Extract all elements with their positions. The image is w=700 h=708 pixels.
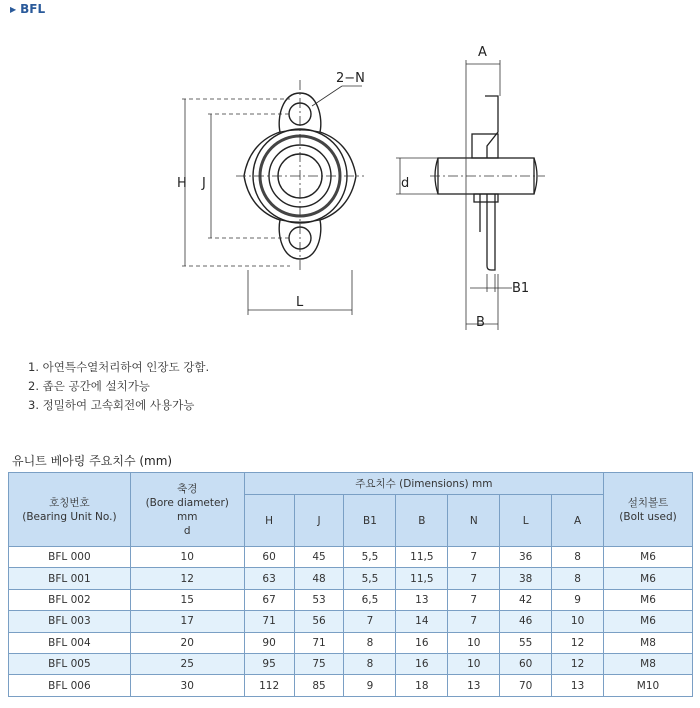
table-cell: 90	[244, 632, 294, 653]
header-l: L	[500, 495, 552, 547]
triangle-bullet-icon: ▶	[10, 5, 17, 14]
table-cell: 71	[294, 632, 344, 653]
table-cell: 10	[130, 547, 244, 568]
table-row	[9, 589, 693, 610]
table-cell: 71	[244, 611, 294, 632]
header-unit-no: 호칭번호 (Bearing Unit No.)	[9, 473, 131, 547]
table-cell: 16	[396, 632, 448, 653]
table-cell: BFL 005	[9, 653, 131, 674]
table-cell: M6	[604, 589, 693, 610]
table-cell: 30	[130, 675, 244, 696]
label-j: J	[202, 176, 206, 191]
table-row	[9, 547, 693, 568]
table-cell: 63	[244, 568, 294, 589]
note-2: 2. 좁은 공간에 설치가능	[28, 379, 150, 393]
table-cell: 112	[244, 675, 294, 696]
table-body	[9, 547, 693, 697]
header-a: A	[552, 495, 604, 547]
table-cell: 25	[130, 653, 244, 674]
table-row	[9, 611, 693, 632]
table-row	[9, 675, 693, 696]
header-bolt: 설치볼트 (Bolt used)	[604, 473, 693, 547]
table-cell: BFL 000	[9, 547, 131, 568]
table-cell: M8	[604, 632, 693, 653]
table-cell: 8	[552, 547, 604, 568]
table-cell: 12	[552, 632, 604, 653]
note-3: 3. 정밀하여 고속회전에 사용가능	[28, 398, 195, 412]
table-row	[9, 632, 693, 653]
table-cell: M10	[604, 675, 693, 696]
table-cell: 8	[552, 568, 604, 589]
table-cell: 46	[500, 611, 552, 632]
table-cell: 36	[500, 547, 552, 568]
label-l: L	[296, 295, 304, 310]
table-cell: M6	[604, 611, 693, 632]
table-cell: BFL 001	[9, 568, 131, 589]
table-cell: 7	[448, 589, 500, 610]
table-cell: 56	[294, 611, 344, 632]
table-cell: M6	[604, 568, 693, 589]
table-cell: 45	[294, 547, 344, 568]
label-a: A	[478, 45, 487, 60]
header-b: B	[396, 495, 448, 547]
table-cell: 18	[396, 675, 448, 696]
table-cell: 9	[552, 589, 604, 610]
table-cell: 16	[396, 653, 448, 674]
header-j: J	[294, 495, 344, 547]
section-title: BFL	[20, 2, 46, 16]
table-cell: 10	[552, 611, 604, 632]
table-cell: 55	[500, 632, 552, 653]
table-cell: 70	[500, 675, 552, 696]
table-cell: 8	[344, 653, 396, 674]
header-h: H	[244, 495, 294, 547]
label-d: d	[401, 176, 410, 191]
table-cell: 95	[244, 653, 294, 674]
feature-notes	[28, 358, 209, 415]
table-cell: 6,5	[344, 589, 396, 610]
table-cell: 11,5	[396, 568, 448, 589]
table-cell: 60	[244, 547, 294, 568]
table-cell: 9	[344, 675, 396, 696]
label-b1: B1	[512, 281, 530, 296]
table-cell: 5,5	[344, 568, 396, 589]
table-cell: 13	[396, 589, 448, 610]
table-cell: 7	[448, 568, 500, 589]
label-h: H	[177, 176, 187, 191]
table-cell: 7	[448, 547, 500, 568]
table-cell: 14	[396, 611, 448, 632]
header-n: N	[448, 495, 500, 547]
table-cell: BFL 004	[9, 632, 131, 653]
table-cell: M6	[604, 547, 693, 568]
table-cell: 7	[344, 611, 396, 632]
table-cell: 75	[294, 653, 344, 674]
table-cell: 13	[448, 675, 500, 696]
table-cell: 60	[500, 653, 552, 674]
table-cell: 17	[130, 611, 244, 632]
table-cell: 20	[130, 632, 244, 653]
table-cell: 67	[244, 589, 294, 610]
table-cell: 38	[500, 568, 552, 589]
table-title: 유니트 베아링 주요치수 (mm)	[12, 454, 173, 468]
table-row	[9, 653, 693, 674]
table-cell: 13	[552, 675, 604, 696]
section-header	[10, 2, 45, 16]
label-b: B	[476, 315, 485, 330]
table-cell: BFL 002	[9, 589, 131, 610]
table-cell: 5,5	[344, 547, 396, 568]
table-cell: 12	[130, 568, 244, 589]
table-cell: 42	[500, 589, 552, 610]
table-cell: 7	[448, 611, 500, 632]
table-cell: 53	[294, 589, 344, 610]
table-cell: 48	[294, 568, 344, 589]
table-cell: 85	[294, 675, 344, 696]
table-cell: 12	[552, 653, 604, 674]
note-1: 1. 아연특수열처리하여 인장도 강함.	[28, 360, 210, 374]
header-bore: 축경 (Bore diameter) mm d	[130, 473, 244, 547]
table-row	[9, 568, 693, 589]
table-cell: 11,5	[396, 547, 448, 568]
table-cell: 10	[448, 632, 500, 653]
header-b1: B1	[344, 495, 396, 547]
header-dimensions: 주요치수 (Dimensions) mm	[244, 473, 603, 495]
technical-drawing	[0, 30, 700, 340]
dimensions-table	[8, 472, 693, 697]
table-cell: 8	[344, 632, 396, 653]
table-cell: 10	[448, 653, 500, 674]
label-2-n: 2−N	[336, 71, 365, 86]
table-cell: 15	[130, 589, 244, 610]
table-cell: BFL 003	[9, 611, 131, 632]
table-cell: M8	[604, 653, 693, 674]
flange-side	[485, 96, 498, 270]
table-cell: BFL 006	[9, 675, 131, 696]
